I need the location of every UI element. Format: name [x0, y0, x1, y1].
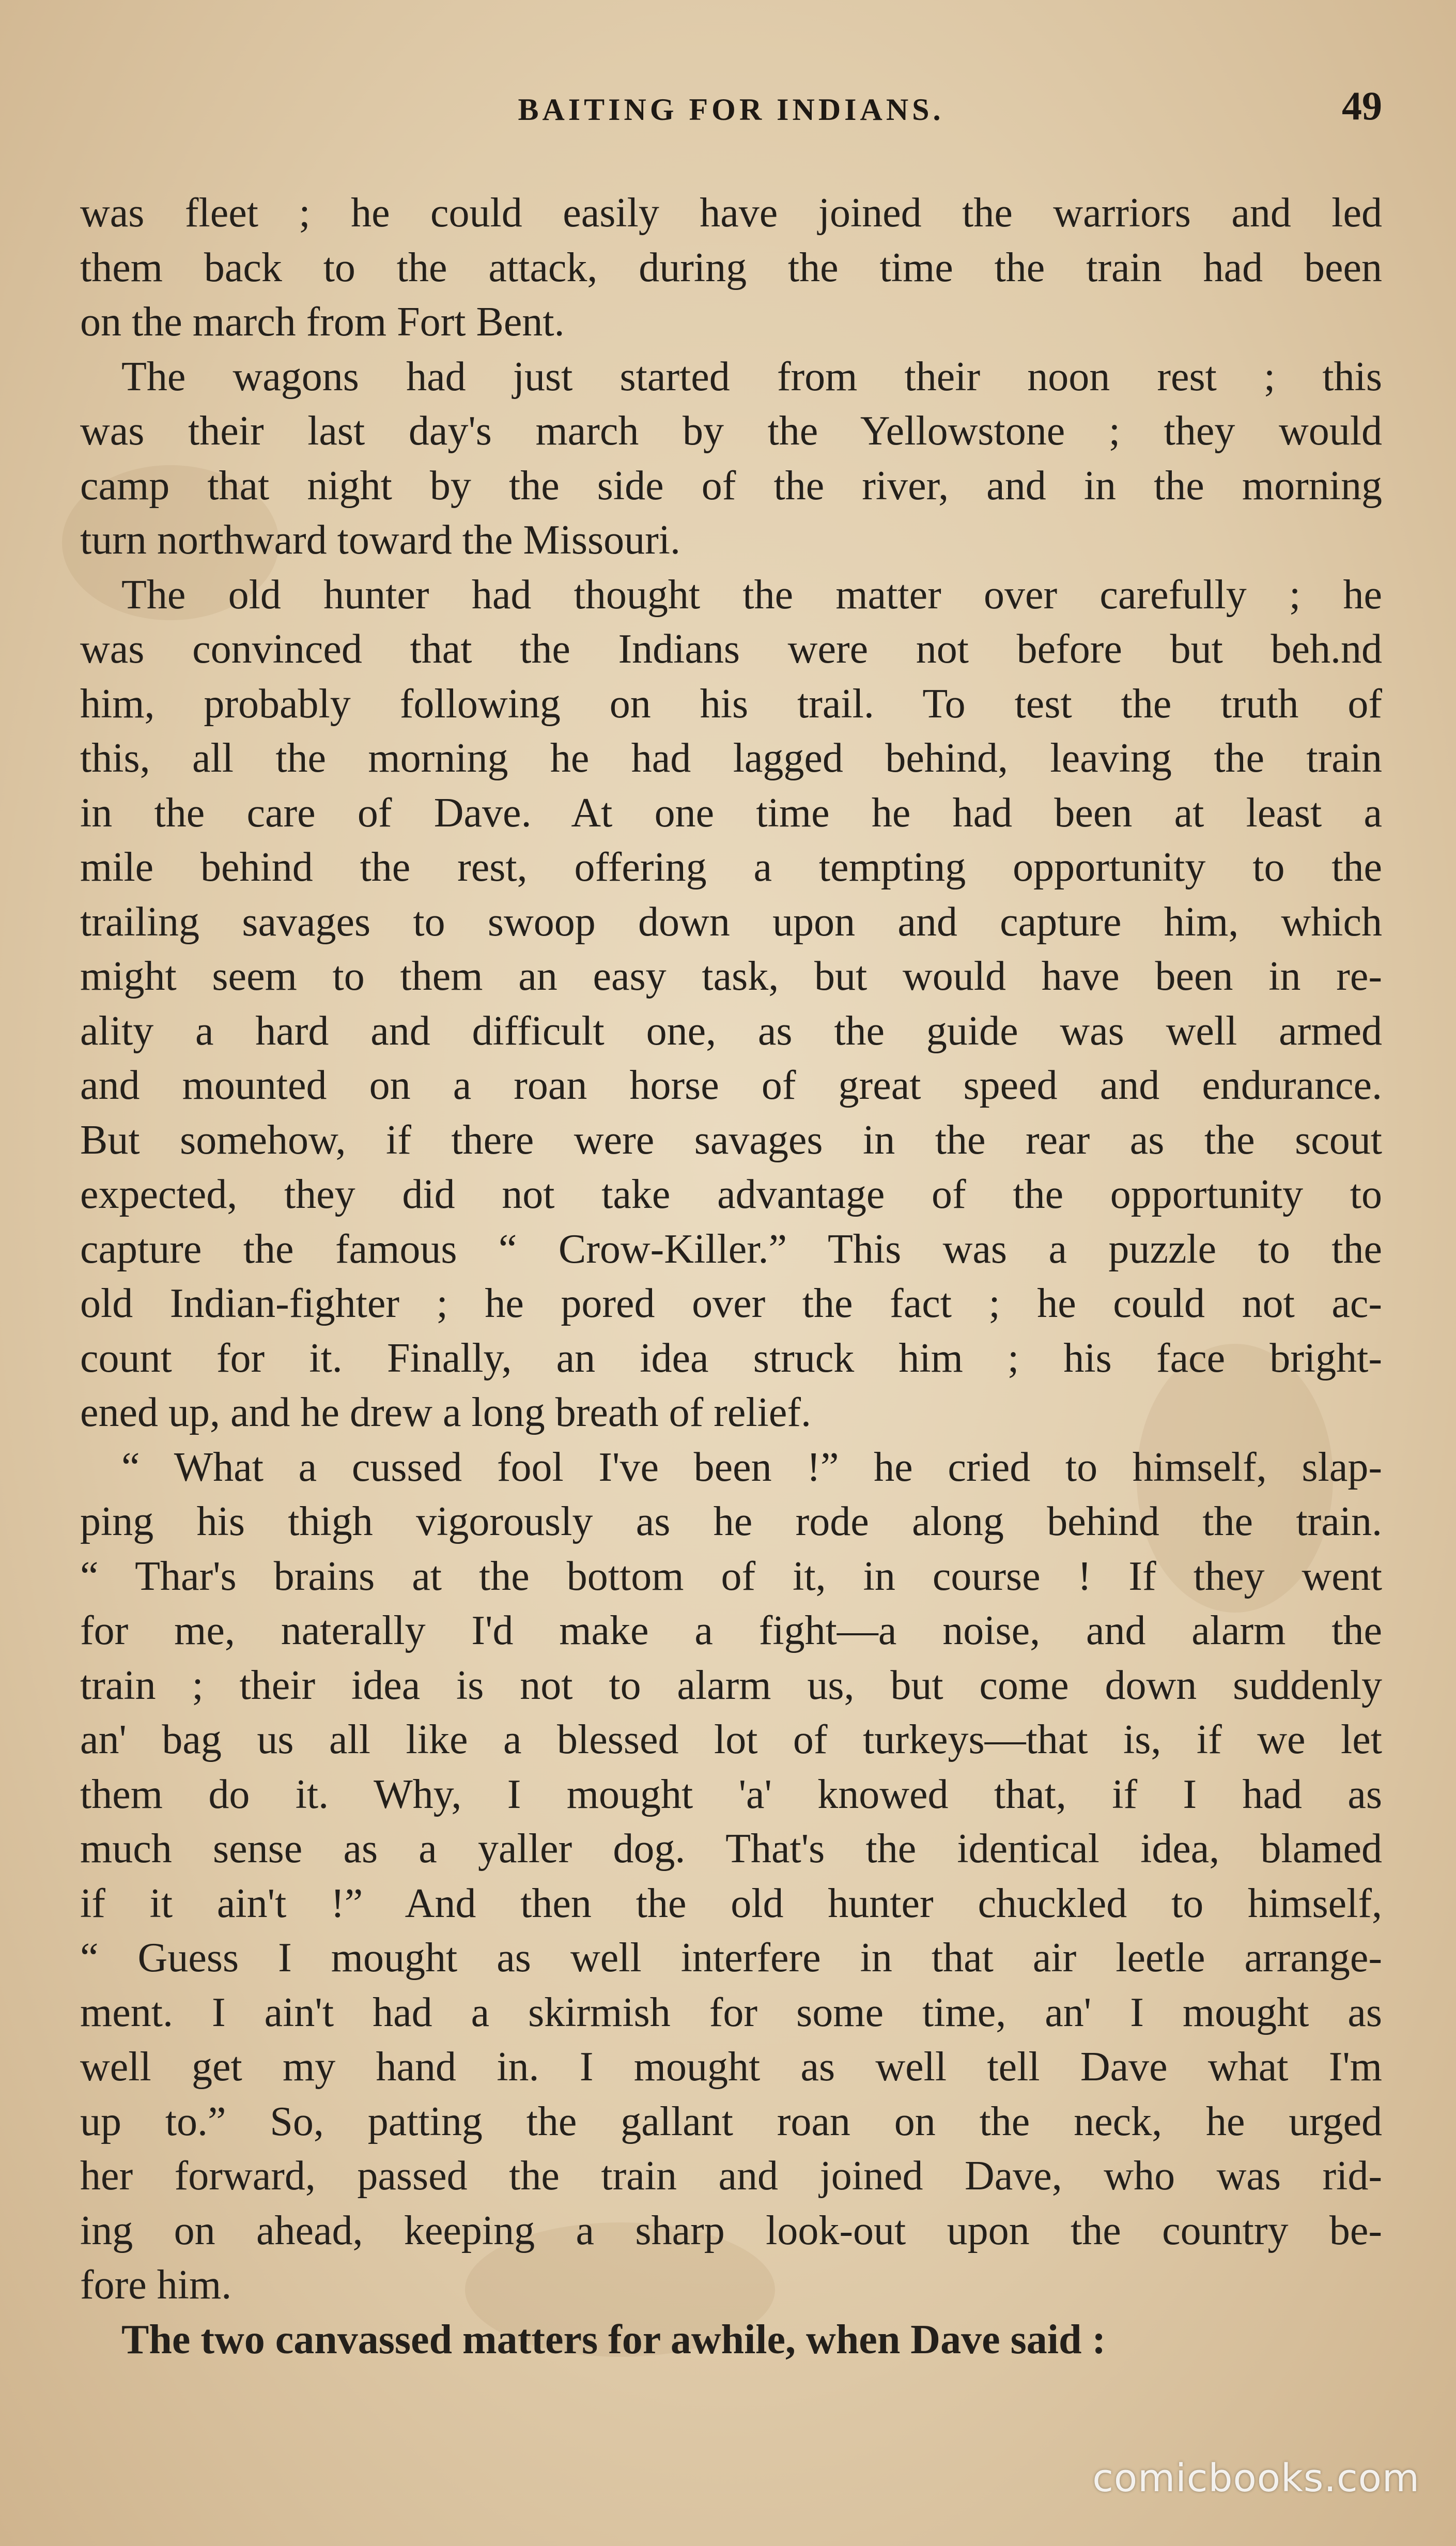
body-text — [80, 186, 1382, 2367]
text-line: well get my hand in. I mought as well tell Dave what I'm — [80, 2044, 1382, 2090]
text-line: this, all the morning he had lagged behind, leaving the train — [80, 735, 1382, 781]
text-line: ping his thigh vigorously as he rode along behind the train. — [80, 1499, 1382, 1544]
text-line: much sense as a yaller dog. That's the identical idea, blamed — [80, 1826, 1382, 1872]
text-line: But somehow, if there were savages in the rear as the scout — [80, 1117, 1382, 1163]
text-line: an' bag us all like a blessed lot of turkeys—that is, if we let — [80, 1717, 1382, 1762]
page-header — [80, 78, 1382, 150]
text-line: fore him. — [80, 2262, 232, 2308]
text-line: mile behind the rest, offering a tempting opportunity to the — [80, 845, 1382, 890]
text-line: capture the famous “ Crow-Killer.” This was a puzzle to the — [80, 1226, 1382, 1272]
text-line: turn northward toward the Missouri. — [80, 517, 681, 563]
text-line: and mounted on a roan horse of great speed and endurance. — [80, 1063, 1382, 1108]
text-line: ality a hard and difficult one, as the guide was well armed — [80, 1008, 1382, 1054]
text-line: might seem to them an easy task, but would have been in re- — [80, 954, 1382, 999]
text-line: them back to the attack, during the time the train had been — [80, 244, 1382, 290]
text-line: them do it. Why, I mought 'a' knowed that, if I had as — [80, 1771, 1382, 1817]
text-line: her forward, passed the train and joined Dave, who was rid- — [80, 2153, 1382, 2199]
text-line: ened up, and he drew a long breath of relief. — [80, 1390, 811, 1435]
text-line: if it ain't !” And then the old hunter chuckled to himself, — [80, 1880, 1382, 1926]
text-line: The wagons had just started from their noon rest ; this — [121, 354, 1382, 400]
running-head: BAITING FOR INDIANS. — [518, 93, 944, 127]
text-line: expected, they did not take advantage of the opportunity to — [80, 1172, 1382, 1217]
text-line: train ; their idea is not to alarm us, but come down suddenly — [80, 1662, 1382, 1708]
text-line: trailing savages to swoop down upon and capture him, which — [80, 899, 1382, 945]
text-line: on the march from Fort Bent. — [80, 299, 565, 345]
text-line: in the care of Dave. At one time he had been at least a — [80, 790, 1382, 836]
text-line: was convinced that the Indians were not before but beh.nd — [80, 626, 1382, 672]
text-line: The two canvassed matters for awhile, when Dave said : — [121, 2317, 1106, 2363]
text-line: ing on ahead, keeping a sharp look-out upon the country be- — [80, 2207, 1382, 2253]
text-line: was their last day's march by the Yellowstone ; they would — [80, 408, 1382, 454]
text-line: The old hunter had thought the matter over carefully ; he — [121, 572, 1382, 618]
text-line: “ What a cussed fool I've been !” he cried to himself, slap- — [121, 1444, 1382, 1490]
text-line: “ Thar's brains at the bottom of it, in course ! If they went — [80, 1553, 1382, 1599]
page-number: 49 — [1342, 83, 1382, 128]
text-line: ment. I ain't had a skirmish for some time, an' I mought as — [80, 1989, 1382, 2035]
text-line: count for it. Finally, an idea struck him ; his face bright- — [80, 1335, 1382, 1381]
text-line: “ Guess I mought as well interfere in that air leetle arrange- — [80, 1935, 1382, 1981]
text-line: him, probably following on his trail. To test the truth of — [80, 681, 1382, 727]
text-line: was fleet ; he could easily have joined the warriors and led — [80, 190, 1382, 236]
text-line: camp that night by the side of the river, and in the morning — [80, 463, 1382, 509]
watermark: comicbooks.com — [1092, 2456, 1420, 2501]
text-line: for me, naterally I'd make a fight—a noise, and alarm the — [80, 1608, 1382, 1653]
text-line: old Indian-fighter ; he pored over the fact ; he could not ac- — [80, 1281, 1382, 1326]
text-line: up to.” So, patting the gallant roan on the neck, he urged — [80, 2098, 1382, 2144]
